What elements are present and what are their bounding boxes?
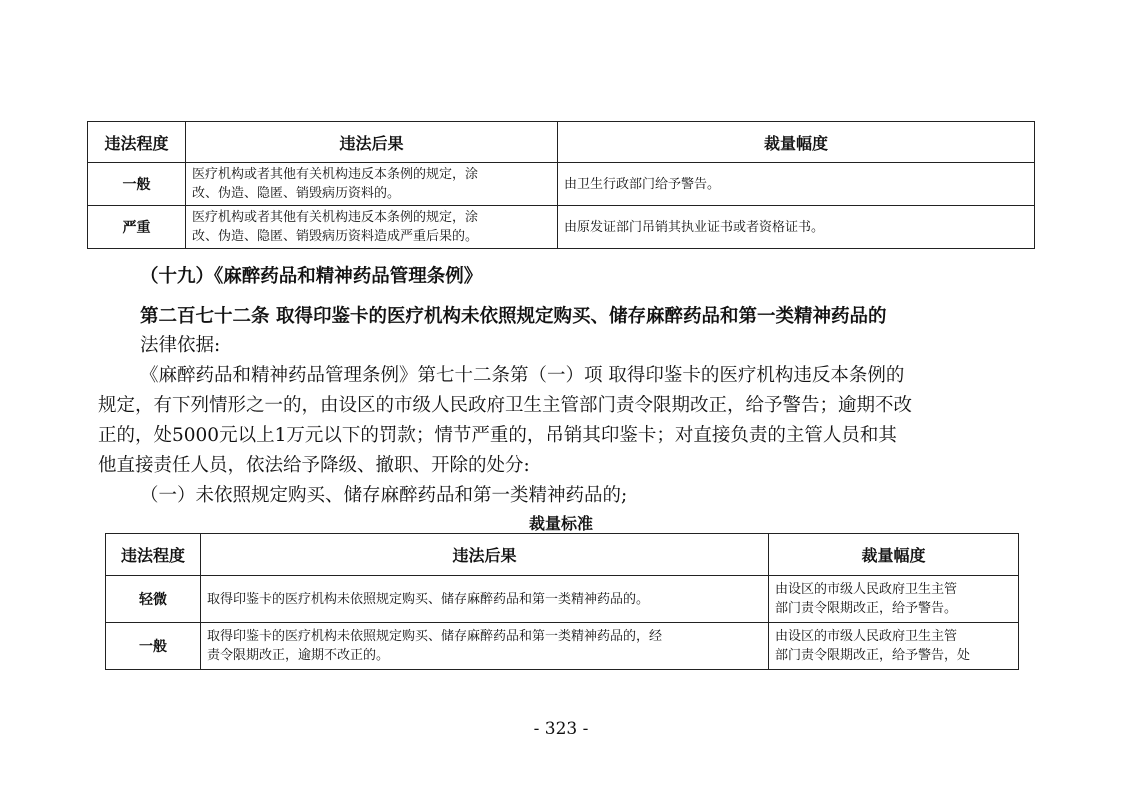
legal-basis-label: 法律依据: (140, 335, 221, 356)
table1-header-consequence: 违法后果 (186, 122, 558, 163)
table2-header-level: 违法程度 (106, 534, 201, 576)
table1-row2-range: 由原发证部门吊销其执业证书或者资格证书。 (558, 206, 1035, 249)
discretion-table-2 (105, 533, 1019, 670)
table2-row1-consequence: 取得印鉴卡的医疗机构未依照规定购买、储存麻醉药品和第一类精神药品的。 (201, 576, 769, 623)
table2-row1-level: 轻微 (106, 576, 201, 623)
body-line-4: 他直接责任人员，依法给予降级、撤职、开除的处分: (98, 455, 530, 476)
body-line-3: 正的，处5000元以上1万元以下的罚款；情节严重的，吊销其印鉴卡；对直接负责的主管人员和其 (98, 425, 897, 446)
discretion-table-1 (87, 121, 1035, 249)
table1-row2-level: 严重 (88, 206, 186, 249)
table2-row2-consequence: 取得印鉴卡的医疗机构未依照规定购买、储存麻醉药品和第一类精神药品的，经 责令限期改正，逾期不改正的。 (201, 623, 769, 670)
table1-header-range: 裁量幅度 (558, 122, 1035, 163)
article-title: 第二百七十二条 取得印鉴卡的医疗机构未依照规定购买、储存麻醉药品和第一类精神药品的 (140, 306, 887, 327)
table2-row2-level: 一般 (106, 623, 201, 670)
table1-header-level: 违法程度 (88, 122, 186, 163)
table-row (106, 623, 1019, 670)
table2-header-range: 裁量幅度 (769, 534, 1019, 576)
table2-row1-range: 由设区的市级人民政府卫生主管 部门责令限期改正，给予警告。 (769, 576, 1019, 623)
table1-row1-level: 一般 (88, 163, 186, 206)
table2-header-consequence: 违法后果 (201, 534, 769, 576)
table-row (88, 206, 1035, 249)
section-heading: （十九）《麻醉药品和精神药品管理条例》 (140, 266, 483, 287)
table2-caption: 裁量标准 (528, 514, 593, 533)
body-line-5: （一）未依照规定购买、储存麻醉药品和第一类精神药品的; (140, 485, 628, 506)
table1-row1-consequence: 医疗机构或者其他有关机构违反本条例的规定，涂 改、伪造、隐匿、销毁病历资料的。 (186, 163, 558, 206)
table1-row1-range: 由卫生行政部门给予警告。 (558, 163, 1035, 206)
table-row (106, 576, 1019, 623)
table-row (88, 163, 1035, 206)
table1-row2-consequence: 医疗机构或者其他有关机构违反本条例的规定，涂 改、伪造、隐匿、销毁病历资料造成严重后果的。 (186, 206, 558, 249)
body-line-1: 《麻醉药品和精神药品管理条例》第七十二条第（一）项 取得印鉴卡的医疗机构违反本条例的 (140, 365, 905, 386)
page-number: - 323 - (533, 719, 589, 739)
body-line-2: 规定，有下列情形之一的，由设区的市级人民政府卫生主管部门责令限期改正，给予警告；逾期不改 (98, 395, 913, 416)
table2-row2-range: 由设区的市级人民政府卫生主管 部门责令限期改正，给予警告，处 (769, 623, 1019, 670)
